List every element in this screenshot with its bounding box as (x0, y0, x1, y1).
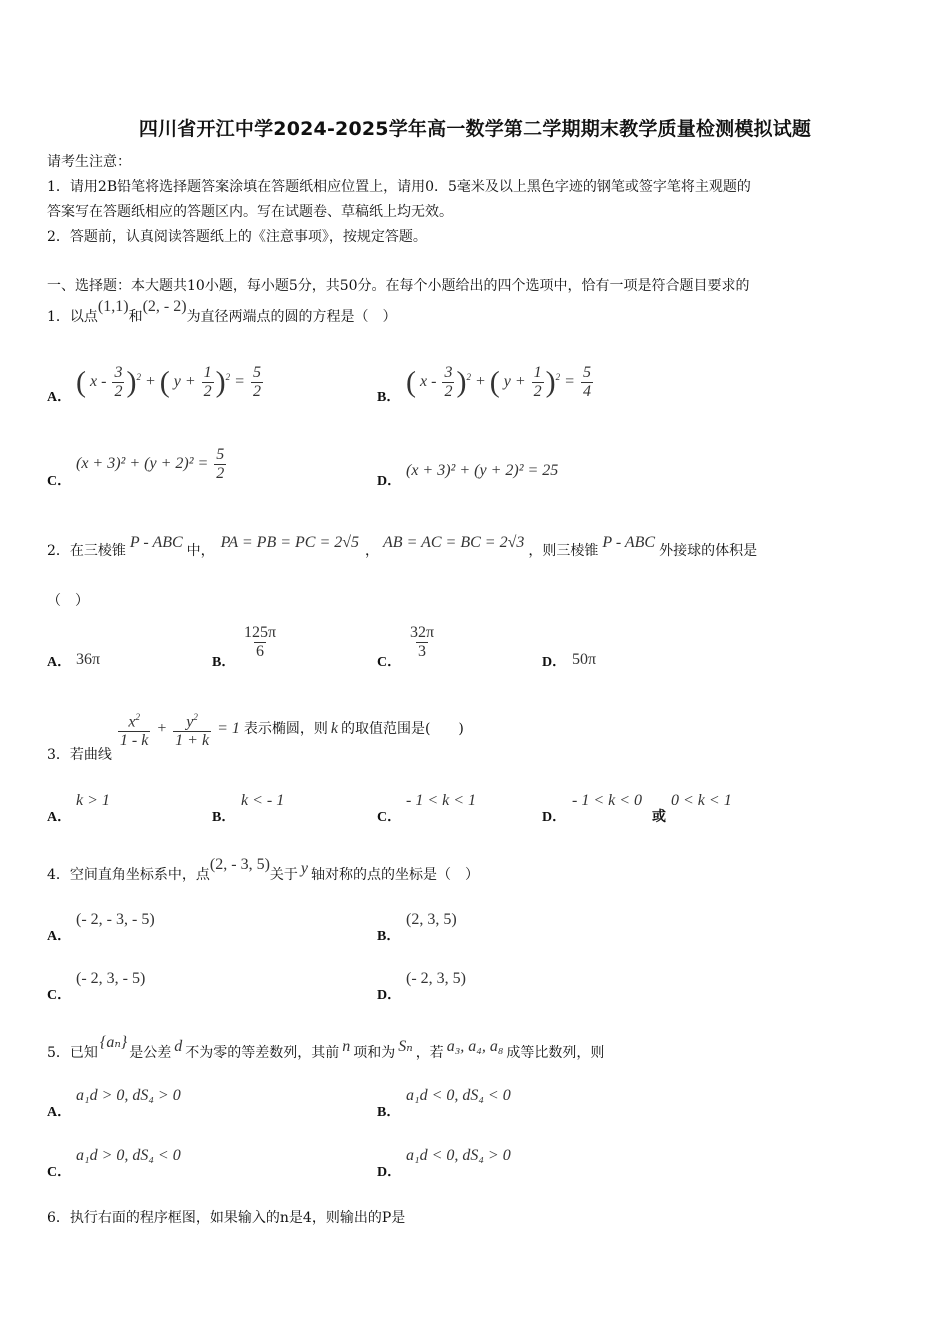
q3-option-b-value: k < - 1 (241, 792, 285, 809)
question-5-stem (47, 1034, 605, 1062)
q4-point: (2, - 3, 5) (209, 856, 270, 873)
q2-b-den: 6 (256, 643, 265, 660)
notice-line-1a: 1．请用2B铅笔将选择题答案涂填在答题纸相应位置上，请用0．5毫米及以上黑色字迹的钢笔或签字笔将主观题的 (47, 179, 751, 195)
q5-mid4: ，若 (415, 1045, 444, 1061)
q3-k: k (330, 719, 338, 737)
question-3-stem (47, 708, 464, 763)
q5-mid1: 是公差 (129, 1045, 172, 1061)
question-1-stem (47, 298, 397, 326)
q2-comma: ， (365, 543, 380, 559)
q2-pabc-2: P - ABC (602, 534, 656, 551)
q5-option-b-label[interactable]: B． (377, 1105, 401, 1120)
q2-c-den: 3 (418, 643, 427, 660)
q4-option-c-value: (- 2, 3, - 5) (76, 970, 146, 987)
q5-d: d (174, 1038, 183, 1055)
q4-mid: 关于 (269, 867, 298, 883)
q1-option-d-label[interactable]: D． (377, 474, 402, 489)
section-heading: 一、选择题：本大题共10小题，每小题5分，共50分。在每个小题给出的四个选项中，恰有一项是符合题目要求的 (47, 278, 750, 294)
q2-post: 外接球的体积是 (659, 543, 758, 559)
q1-pre: 1．以点 (47, 309, 98, 325)
q3-option-c-value: - 1 < k < 1 (406, 792, 477, 809)
question-4-stem (47, 856, 480, 884)
q5-option-a-value: a₁d > 0, dS₄ > 0 (76, 1087, 181, 1104)
q5-mid2: 不为零的等差数列，其前 (185, 1045, 340, 1061)
q4-option-d-value: (- 2, 3, 5) (406, 970, 466, 987)
q4-option-b-label[interactable]: B． (377, 929, 401, 944)
q3-option-b-label[interactable]: B． (212, 810, 236, 825)
q1-option-b-formula: ( x - $\frac{3}{2}$ )$^2$ + ( y + $\frac{1}{2}$ )$^2$ = $\frac{5}{4}$ (406, 364, 591, 400)
q2-paren: （ ） (47, 593, 89, 609)
notice-line-1b: 答案写在答题纸相应的答题区内。写在试题卷、草稿纸上均无效。 (47, 204, 453, 220)
q2-then: ，则三棱锥 (528, 543, 599, 559)
q2-option-a-value: 36π (76, 651, 101, 668)
q5-n: n (342, 1038, 351, 1055)
q5-pre: 5．已知 (47, 1045, 98, 1061)
q5-option-b-value: a₁d < 0, dS₄ < 0 (406, 1087, 511, 1104)
q3-option-d-value-1: - 1 < k < 0 (572, 792, 643, 809)
q2-condition-2: AB = AC = BC = 2√3 (383, 534, 525, 551)
q3-option-a-value: k > 1 (76, 792, 110, 809)
q2-c-num: 32π (410, 624, 435, 641)
q1-a-rhs-den: 2 (252, 383, 261, 400)
q5-terms: a₃, a₄, a₈ (446, 1038, 504, 1055)
q1-option-c-label[interactable]: C． (47, 474, 72, 489)
q2-pre: 2．在三棱锥 (47, 543, 126, 559)
q1-b-rhs-num: 5 (582, 364, 591, 381)
q2-option-b-label[interactable]: B． (212, 655, 236, 670)
q5-option-a-label[interactable]: A． (47, 1105, 72, 1120)
q2-option-a-label[interactable]: A． (47, 655, 72, 670)
q2-zhong: 中， (186, 543, 215, 559)
q4-y: y (300, 860, 309, 877)
q2-option-d-label[interactable]: D． (542, 655, 567, 670)
q2-b-num: 125π (244, 624, 277, 641)
q5-option-d-value: a₁d < 0, dS₄ > 0 (406, 1147, 511, 1164)
q5-sn: Sₙ (398, 1038, 413, 1055)
q4-option-a-value: (- 2, - 3, - 5) (76, 911, 155, 928)
q2-condition-1: PA = PB = PC = 2√5 (220, 534, 360, 551)
q5-option-d-label[interactable]: D． (377, 1165, 402, 1180)
q5-option-c-value: a₁d > 0, dS₄ < 0 (76, 1147, 181, 1164)
q2-option-b-value (240, 624, 280, 661)
q5-option-c-label[interactable]: C． (47, 1165, 72, 1180)
q4-option-b-value: (2, 3, 5) (406, 911, 457, 928)
q1-c-den: 2 (216, 465, 225, 482)
q4-option-d-label[interactable]: D． (377, 988, 402, 1003)
q2-pabc: P - ABC (129, 534, 183, 551)
q3-option-a-label[interactable]: A． (47, 810, 72, 825)
q5-post: 成等比数列，则 (506, 1045, 605, 1061)
q3-option-c-label[interactable]: C． (377, 810, 402, 825)
q2-option-d-value: 50π (572, 651, 597, 668)
page-title: 四川省开江中学2024-2025学年高一数学第二学期期末教学质量检测模拟试题 (138, 118, 812, 140)
q1-option-d-formula: (x + 3)² + (y + 2)² = 25 (406, 462, 559, 479)
q1-option-b-label[interactable]: B． (377, 390, 401, 405)
q1-b-rhs-den: 4 (582, 383, 591, 400)
question-2-stem (47, 534, 758, 560)
question-6-stem: 6．执行右面的程序框图，如果输入的n是4，则输出的P是 (47, 1210, 406, 1226)
q1-mid: 和 (128, 309, 143, 325)
q5-mid3: 项和为 (353, 1045, 396, 1061)
q4-pre: 4．空间直角坐标系中，点 (47, 867, 210, 883)
q3-curve-formula: $\frac{x^2}{1 - k}$ + $\frac{y^2}{1 + k}$ = 1 (119, 712, 244, 750)
q4-option-c-label[interactable]: C． (47, 988, 72, 1003)
q3-pre: 3．若曲线 (47, 746, 112, 763)
q4-option-a-label[interactable]: A． (47, 929, 72, 944)
q1-post: 为直径两端点的圆的方程是（ ） (186, 309, 397, 325)
q1-a-rhs-num: 5 (252, 364, 261, 381)
q3-option-d-label[interactable]: D． (542, 810, 567, 825)
q2-option-c-label[interactable]: C． (377, 655, 402, 670)
q3-option-d-value-2: 0 < k < 1 (671, 792, 732, 809)
q1-option-a-formula: ( x - $\frac{3}{2}$ )$^2$ + ( y + $\frac{1}{2}$ )$^2$ = $\frac{5}{2}$ (76, 364, 261, 400)
q1-point-1: (1,1) (97, 298, 129, 315)
q3-post: 表示椭圆，则 (243, 720, 328, 737)
q3-option-d-or: 或 (652, 809, 666, 825)
q1-c-num: 5 (216, 446, 225, 463)
notice-heading: 请考生注意： (47, 154, 131, 170)
notice-line-2: 2．答题前，认真阅读答题纸上的《注意事项》，按规定答题。 (47, 229, 427, 245)
q1-point-2: (2, - 2) (142, 298, 187, 315)
q1-option-a-label[interactable]: A． (47, 390, 72, 405)
q4-post: 轴对称的点的坐标是（ ） (311, 867, 480, 883)
q1-option-c-formula (76, 446, 228, 483)
q2-option-c-value (406, 624, 438, 661)
q1-c-text: (x + 3)² + (y + 2)² = (76, 455, 209, 473)
q3-post2: 的取值范围是( ) (340, 720, 464, 737)
q5-seq: {aₙ} (99, 1034, 128, 1051)
